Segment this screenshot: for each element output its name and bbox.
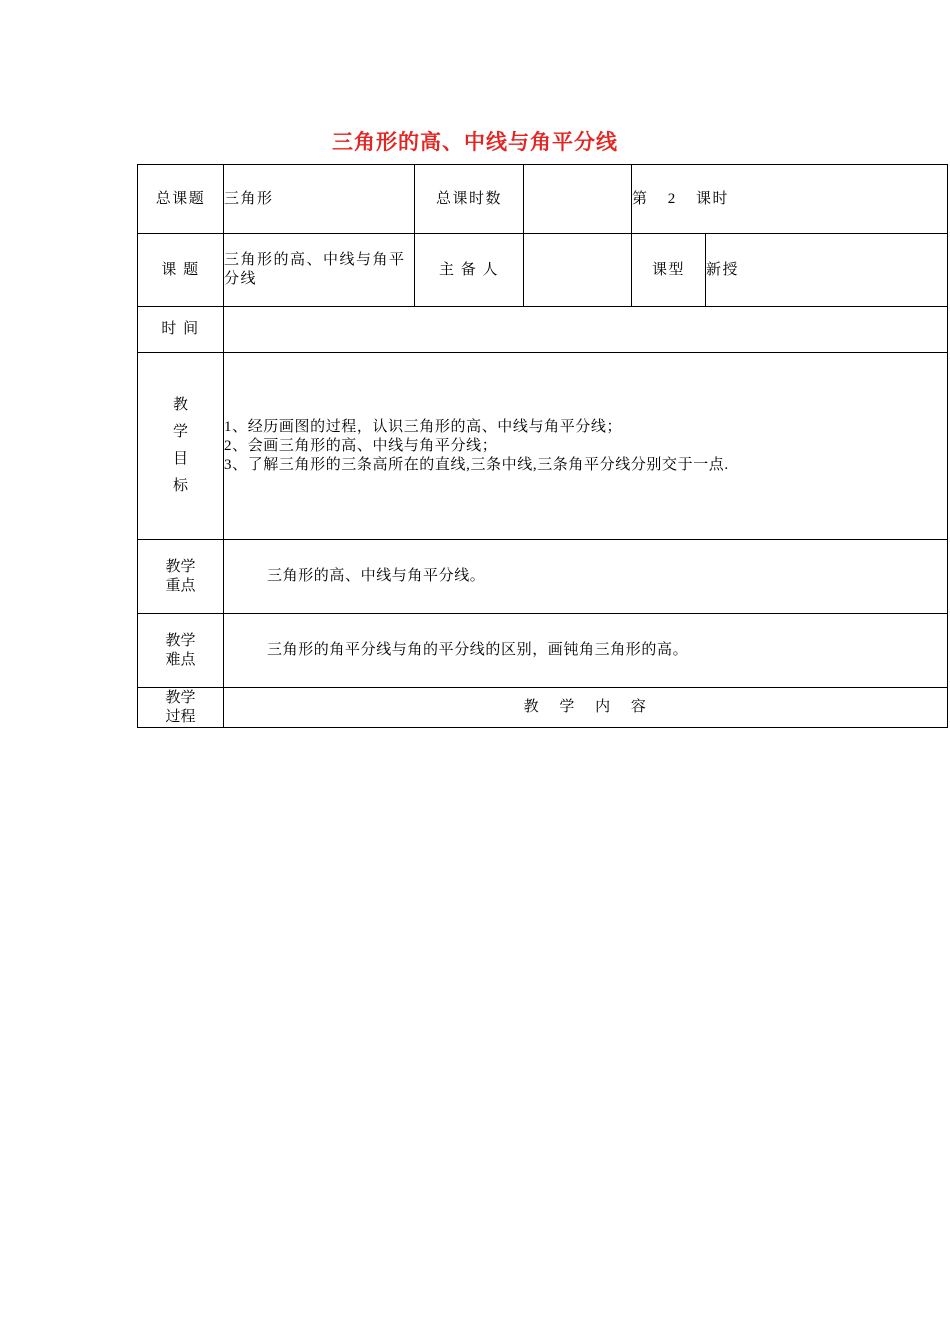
session-number: 第 2 课时 <box>632 165 948 234</box>
row-process <box>138 688 948 728</box>
total-hours-label: 总课时数 <box>415 165 524 234</box>
row-total-topic <box>138 165 948 234</box>
topic-label: 课 题 <box>138 234 224 307</box>
key-points-label-cell <box>138 540 224 614</box>
time-label: 时 间 <box>138 307 224 353</box>
key-points-content <box>224 540 948 614</box>
row-time <box>138 307 948 353</box>
document-title: 三角形的高、中线与角平分线 <box>332 130 618 154</box>
lesson-type-value: 新授 <box>706 234 948 307</box>
row-key-points <box>138 540 948 614</box>
total-topic-label: 总课题 <box>138 165 224 234</box>
row-objectives <box>138 353 948 540</box>
process-label: 教学过程 <box>165 689 196 725</box>
lesson-type-label: 课型 <box>632 234 706 307</box>
objectives-content <box>224 353 948 540</box>
difficulties-text: 三角形的角平分线与角的平分线的区别，画钝角三角形的高。 <box>267 642 689 658</box>
objectives-label: 教学目标 <box>172 397 188 494</box>
total-topic-value: 三角形 <box>224 165 415 234</box>
topic-value: 三角形的高、中线与角平分线 <box>224 234 415 307</box>
key-points-label: 教学重点 <box>165 558 196 594</box>
difficulties-content <box>224 614 948 688</box>
preparer-value <box>524 234 632 307</box>
row-topic <box>138 234 948 307</box>
content-heading: 教 学 内 容 <box>224 688 948 728</box>
total-hours-value <box>524 165 632 234</box>
objectives-label-cell <box>138 353 224 540</box>
time-value <box>224 307 948 353</box>
objective-item-3: 3、了解三角形的三条高所在的直线,三条中线,三条角平分线分别交于一点. <box>224 456 729 473</box>
key-points-text: 三角形的高、中线与角平分线。 <box>267 568 486 584</box>
lesson-plan-table <box>137 164 948 728</box>
preparer-label: 主 备 人 <box>415 234 524 307</box>
difficulties-label-cell <box>138 614 224 688</box>
process-label-cell <box>138 688 224 728</box>
difficulties-label: 教学难点 <box>165 632 196 668</box>
row-difficulties <box>138 614 948 688</box>
objective-item-2: 2、会画三角形的高、中线与角平分线； <box>224 437 498 454</box>
objective-item-1: 1、经历画图的过程，认识三角形的高、中线与角平分线； <box>224 418 623 435</box>
